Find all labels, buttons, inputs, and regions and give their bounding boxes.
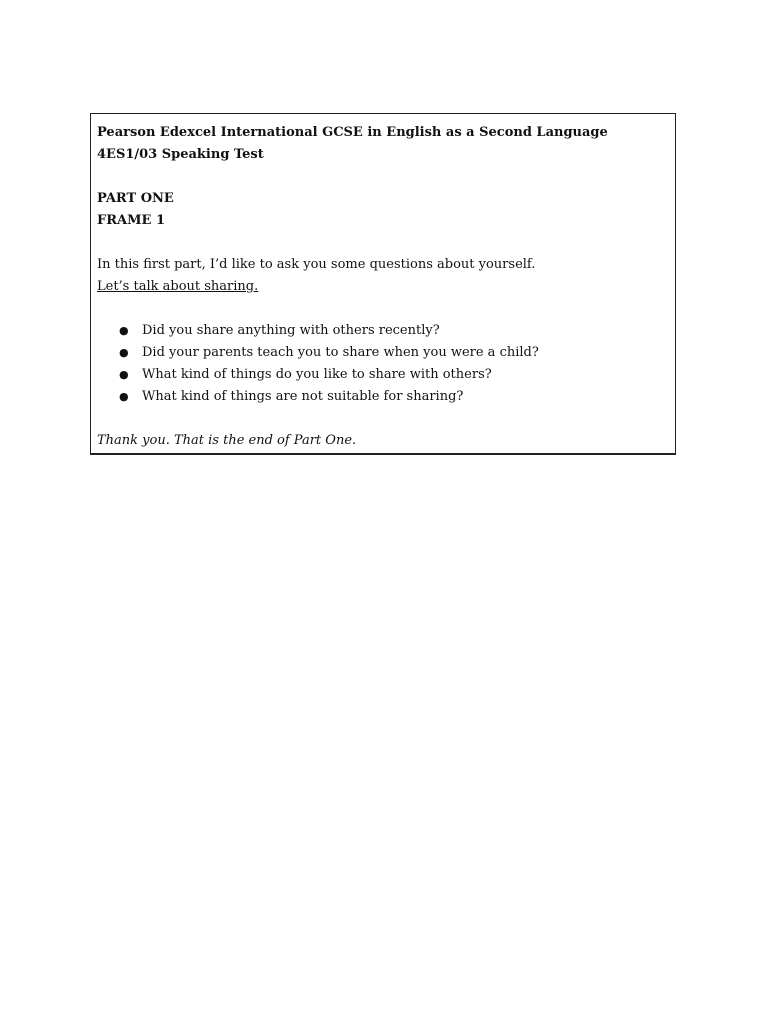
bullet-icon: ● [119,390,129,403]
list-item [97,364,669,386]
document-title: Pearson Edexcel International GCSE in English as a Second Language 4ES1/03 Speaking Test [97,125,608,162]
question-text: What kind of things do you like to share with others? [142,367,492,382]
topic-text: Let’s talk about sharing. [97,279,259,294]
question-list [97,320,669,408]
spacer [97,408,669,430]
spacer [97,232,669,254]
bullet-icon: ● [119,346,129,359]
list-item [97,342,669,364]
bullet-icon: ● [119,324,129,337]
frame-heading: FRAME 1 [97,213,165,228]
question-text: Did your parents teach you to share when you were a child? [142,345,539,360]
question-text: Did you share anything with others recently? [142,323,440,338]
spacer [97,166,669,188]
spacer [97,298,669,320]
part-heading: PART ONE [97,191,174,206]
list-item [97,386,669,408]
bullet-icon: ● [119,368,129,381]
speaking-test-frame [90,113,676,455]
list-item [97,320,669,342]
intro-text: In this first part, I’d like to ask you some questions about yourself. [97,257,536,272]
closing-text: Thank you. That is the end of Part One. [97,433,357,448]
question-text: What kind of things are not suitable for sharing? [142,389,464,404]
